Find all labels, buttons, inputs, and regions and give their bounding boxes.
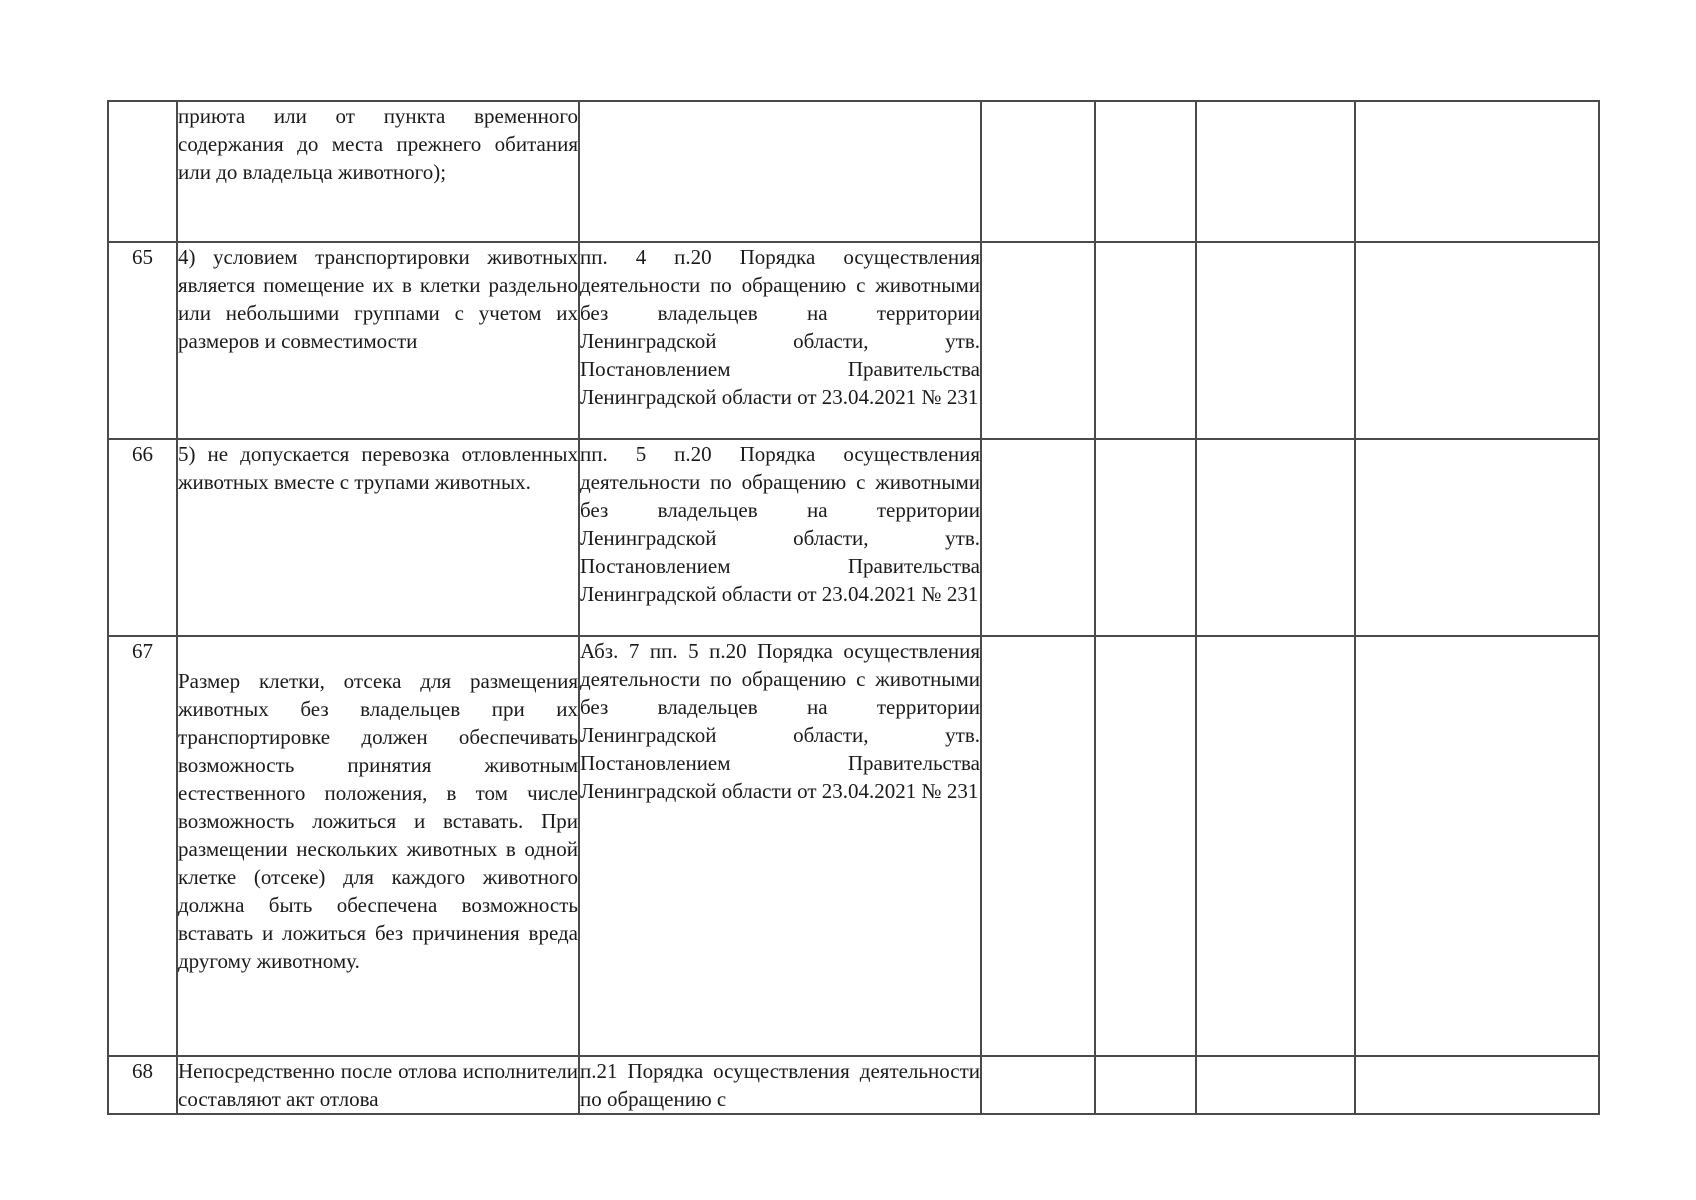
reference-cell	[579, 439, 981, 636]
table-row	[108, 636, 1599, 1056]
empty-cell	[1355, 242, 1599, 439]
empty-cell	[1095, 439, 1196, 636]
requirement-text: 4) условием транспортировки животных является помещение их в клетки раздельно или небольшими группами с учетом их размеров и совместимости	[178, 245, 578, 353]
reference-cell	[579, 242, 981, 439]
reference-cell	[579, 101, 981, 242]
row-number: 68	[108, 1056, 177, 1114]
reference-cell	[579, 1056, 981, 1114]
table-row	[108, 242, 1599, 439]
empty-cell	[981, 101, 1095, 242]
requirement-cell	[177, 242, 579, 439]
table-row	[108, 101, 1599, 242]
empty-cell	[1196, 242, 1355, 439]
empty-cell	[1095, 636, 1196, 1056]
empty-cell	[1095, 242, 1196, 439]
empty-cell	[1095, 1056, 1196, 1114]
empty-cell	[981, 636, 1095, 1056]
row-number: 67	[108, 636, 177, 1056]
requirement-text: Размер клетки, отсека для размещения животных без владельцев при их транспортировке должен обеспечивать возможность принятия животным естественного положения, в том числе возможность ложиться и вставать. При размещении нескольких животных в одной клетке (отсеке) для каждого животного должна быть обеспечена возможность вставать и ложиться без причинения вреда другому животному.	[178, 669, 578, 973]
empty-cell	[1355, 439, 1599, 636]
requirements-table	[107, 100, 1600, 1115]
empty-cell	[1196, 439, 1355, 636]
requirement-text: 5) не допускается перевозка отловленных животных вместе с трупами животных.	[178, 442, 578, 494]
reference-cell	[579, 636, 981, 1056]
requirement-text: приюта или от пункта временного содержания до места прежнего обитания или до владельца животного);	[178, 104, 578, 184]
empty-cell	[1355, 101, 1599, 242]
empty-cell	[981, 439, 1095, 636]
reference-text: пп. 5 п.20 Порядка осуществления деятельности по обращению с животными без владельцев на территории Ленинградской области, утв. Постановлением Правительства Ленинградской области от 23.04.2021 № 231	[580, 442, 980, 606]
empty-cell	[1196, 1056, 1355, 1114]
empty-cell	[981, 242, 1095, 439]
table-row	[108, 1056, 1599, 1114]
empty-cell	[1196, 101, 1355, 242]
empty-cell	[981, 1056, 1095, 1114]
empty-cell	[1095, 101, 1196, 242]
requirement-cell	[177, 439, 579, 636]
row-number	[108, 101, 177, 242]
row-number: 66	[108, 439, 177, 636]
requirement-cell	[177, 1056, 579, 1114]
requirement-text: Непосредственно после отлова исполнители составляют акт отлова	[178, 1059, 578, 1111]
empty-cell	[1355, 1056, 1599, 1114]
row-number: 65	[108, 242, 177, 439]
empty-cell	[1196, 636, 1355, 1056]
table-row	[108, 439, 1599, 636]
requirement-cell	[177, 101, 579, 242]
requirement-cell	[177, 636, 579, 1056]
reference-text: пп. 4 п.20 Порядка осуществления деятельности по обращению с животными без владельцев на территории Ленинградской области, утв. Постановлением Правительства Ленинградской области от 23.04.2021 № 231	[580, 245, 980, 409]
reference-text: Абз. 7 пп. 5 п.20 Порядка осуществления деятельности по обращению с животными без владельцев на территории Ленинградской области, утв. Постановлением Правительства Ленинградской области от 23.04.2021 № 231	[580, 639, 980, 803]
reference-text: п.21 Порядка осуществления деятельности по обращению с	[580, 1059, 980, 1111]
empty-cell	[1355, 636, 1599, 1056]
